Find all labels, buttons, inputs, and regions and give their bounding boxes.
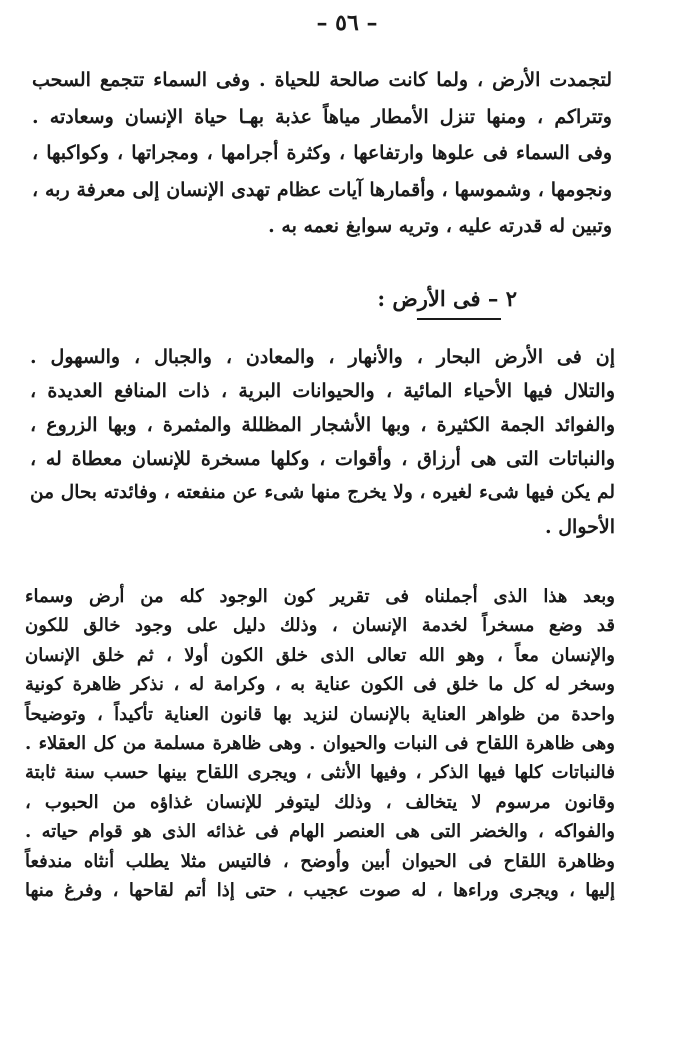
text-line: الأحوال . [545, 516, 615, 538]
text-line: وبعد هذا الذى أجملناه فى تقرير كون الوجود كله من أرض وسماء [25, 586, 615, 607]
text-line: والفوائد الجمة الكثيرة ، وبها الأشجار المظللة والمثمرة ، وبها الزروع ، [30, 414, 615, 436]
text-line: وتبين له قدرته عليه ، وتريه سوابغ نعمه به . [268, 215, 612, 237]
text-line: وفى السماء فى علوها وارتفاعها ، وكثرة أجرامها ، ومجراتها ، وكواكبها ، [32, 142, 612, 164]
text-line: ونجومها ، وشموسها ، وأقمارها آيات عظام تهدى الإنسان إلى معرفة ربه ، [32, 178, 612, 201]
text-line: وسخر له كل ما خلق فى الكون عناية به ، وكرامة له ، نذكر ظاهرة كونية [25, 674, 615, 696]
text-line: وظاهرة اللقاح فى الحيوان أبين وأوضح ، فالتيس مثلا يطلب أنثاه مندفعاً [25, 850, 615, 872]
text-line: فالنباتات كلها فيها الذكر ، وفيها الأنثى ، ويجرى اللقاح بينها حسب سنة ثابتة [25, 762, 615, 784]
heading-underline [417, 318, 501, 320]
text-line: قد وضع مسخراً لخدمة الإنسان ، وذلك دليل على وجود خالق للكون [25, 615, 615, 637]
page-number: – ٥٦ – [316, 10, 378, 36]
text-line: وتتراكم ، ومنها تنزل الأمطار مياهاً عذبة بهـا حياة الإنسان وسعادته . [32, 105, 612, 128]
text-line: واحدة من ظواهر العناية بالإنسان لنزيد بها قانون العناية تأكيداً ، وتوضيحاً [25, 703, 615, 725]
text-line: والفواكه ، والخضر التى هى العنصر الهام فى غذائه الذى هو قوام حياته . [25, 821, 615, 843]
text-line: وقانون مرسوم لا يتخالف ، وذلك ليتوفر للإنسان غذاؤه من الحبوب ، [25, 791, 615, 813]
paragraph-earth [30, 340, 615, 544]
text-line: إليها ، ويجرى وراءها ، له صوت عجيب ، حتى إذا أتم لقاحها ، وفرغ منها [25, 879, 615, 901]
text-line: إن فى الأرض البحار ، والأنهار ، والمعادن ، والجبال ، والسهول . [30, 346, 615, 368]
text-line: لم يكن فيها شىء لغيره ، ولا يخرج منها شىء عن منفعته ، وفائدته بحال من [30, 482, 615, 503]
section-heading-text: ٢ – فى الأرض : [377, 286, 517, 311]
paragraph-sky [32, 62, 612, 245]
text-line: والتلال فيها الأحياء المائية ، والحيوانات البرية ، ذات المنافع العديدة ، [30, 380, 615, 402]
text-line: وهى ظاهرة اللقاح فى النبات والحيوان . وهى ظاهرة مسلمة من كل العقلاء . [25, 732, 615, 754]
text-line: والنباتات التى هى أرزاق ، وأقوات ، وكلها مسخرة للإنسان معطاة له ، [30, 448, 615, 470]
text-line: والإنسان معاً ، وهو الله تعالى الذى خلق الكون أولا ، ثم خلق الإنسان [25, 644, 615, 666]
text-line: لتجمدت الأرض ، ولما كانت صالحة للحياة . وفى السماء تتجمع السحب [32, 69, 612, 91]
section-heading [377, 284, 517, 314]
paragraph-pollination [25, 582, 615, 905]
